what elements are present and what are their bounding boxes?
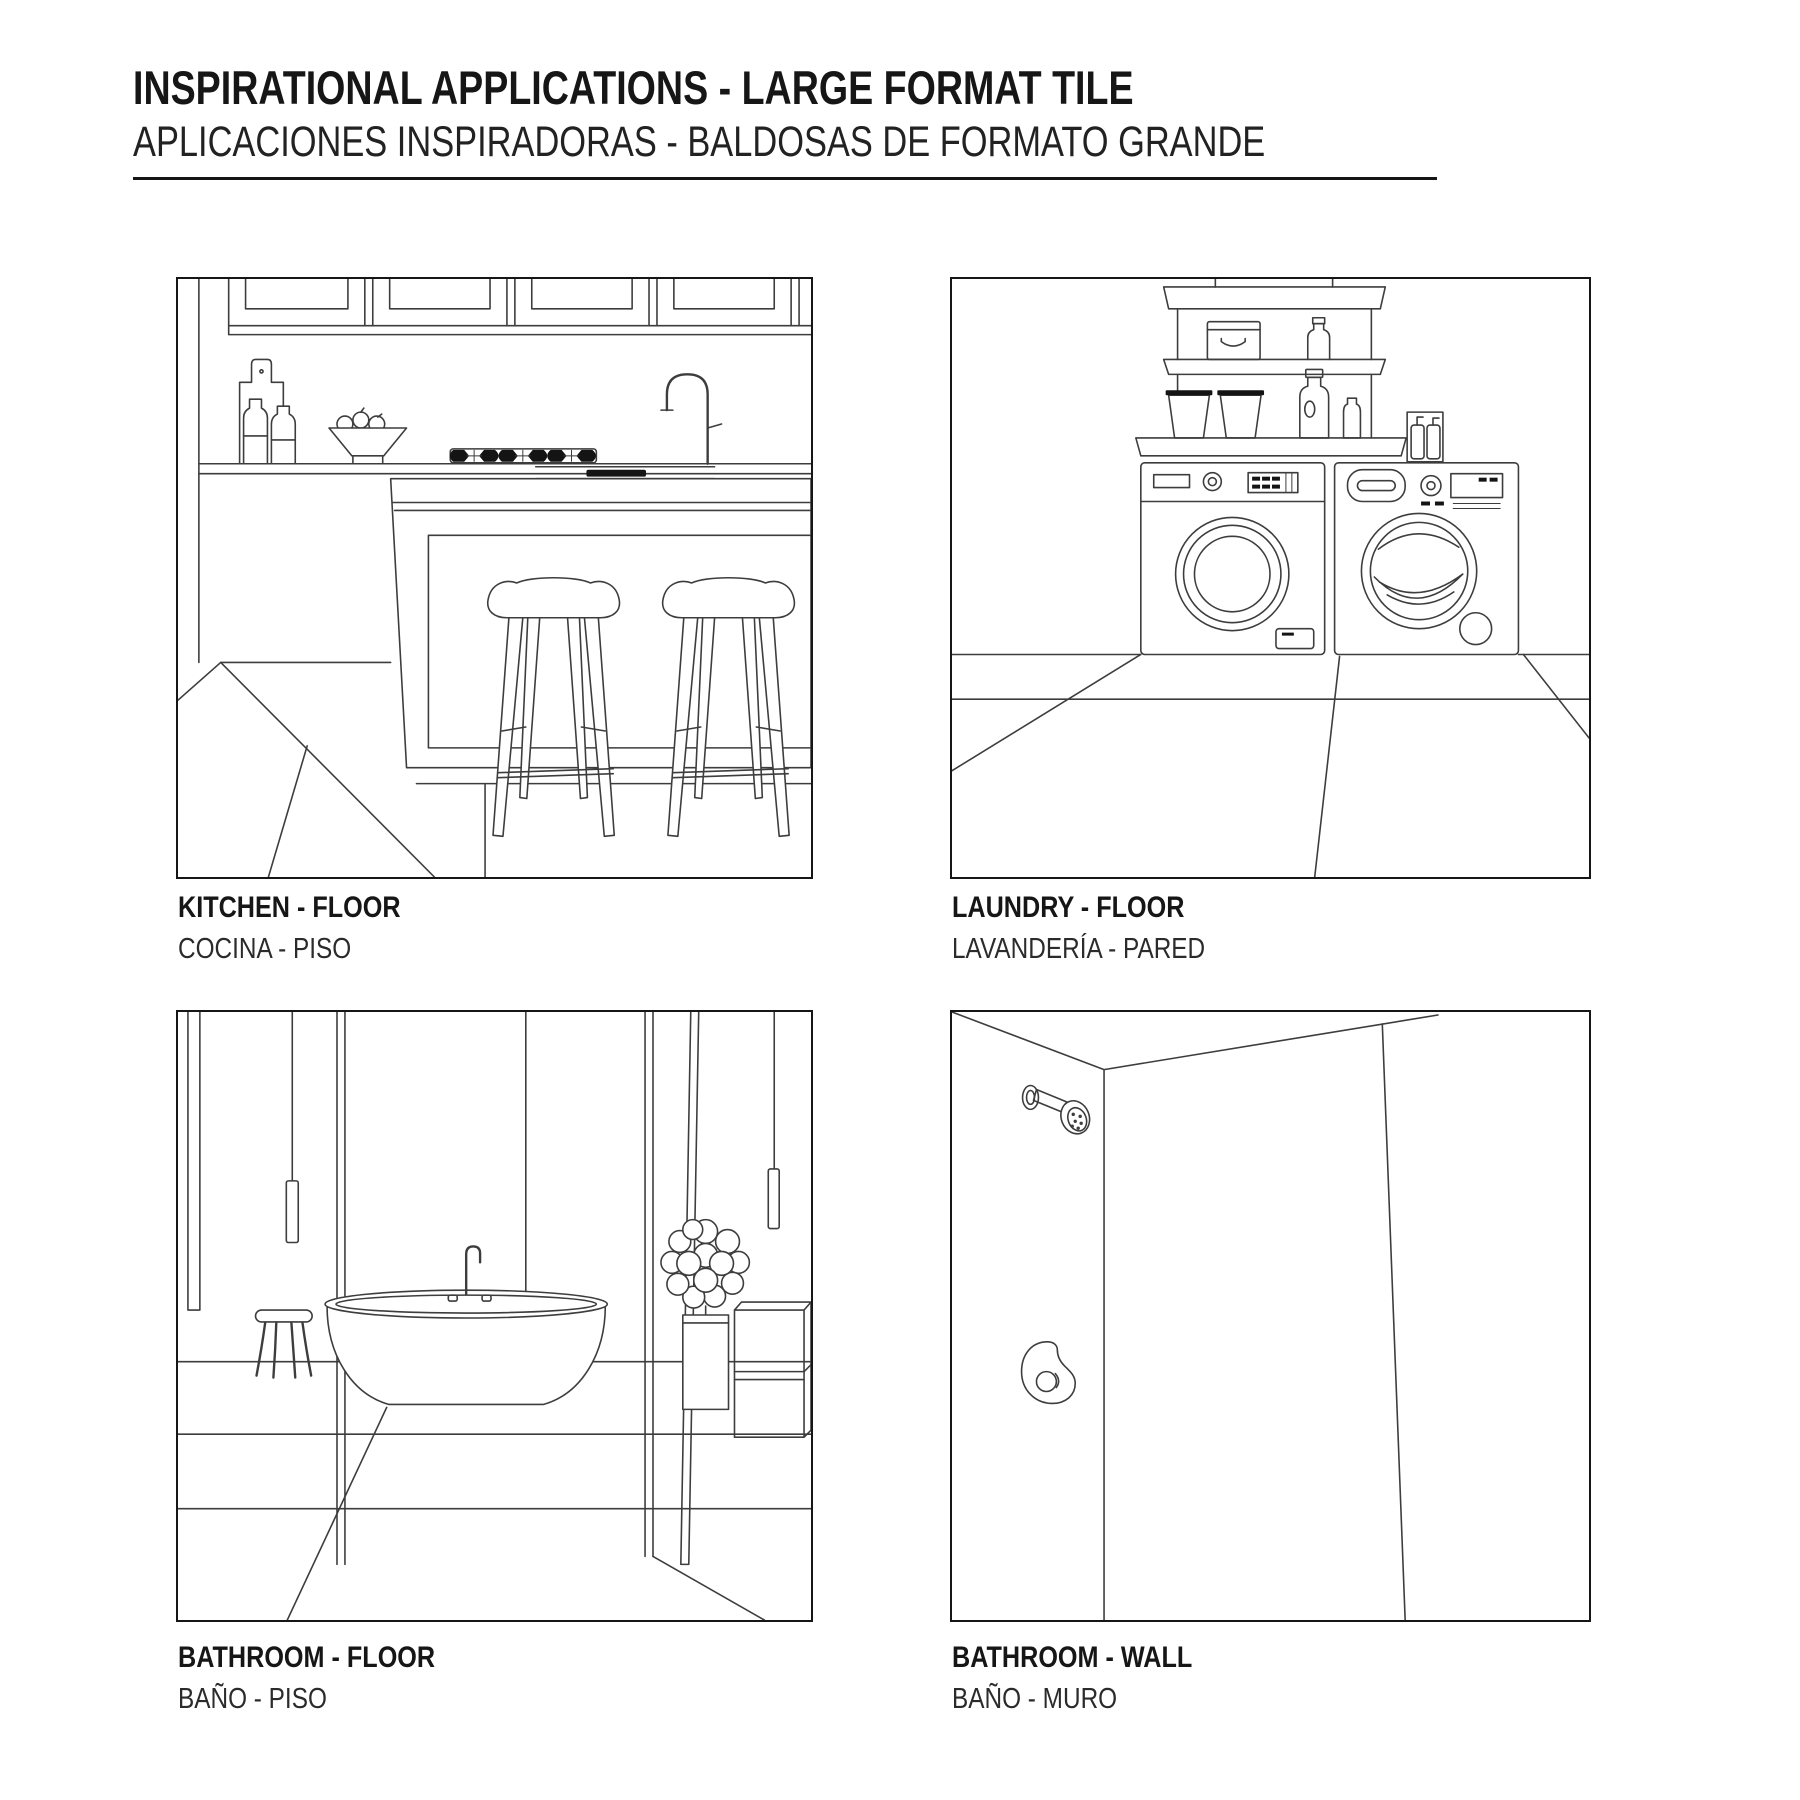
- panel-bathroom-wall: [950, 1010, 1591, 1622]
- kitchen-line-art-icon: [178, 279, 811, 877]
- page-title: INSPIRATIONAL APPLICATIONS - LARGE FORMAT TILE: [133, 61, 1134, 114]
- shower-corner-walls: [952, 1012, 1438, 1620]
- laundry-line-art-icon: [952, 279, 1589, 877]
- faucet: [661, 374, 722, 463]
- floor-tile-joints: [952, 654, 1589, 877]
- caption-bathroom-floor-es: BAÑO - PISO: [178, 1683, 327, 1715]
- caption-kitchen-en: KITCHEN - FLOOR: [178, 891, 401, 924]
- gas-cooktop: [450, 449, 597, 463]
- caption-kitchen-es: COCINA - PISO: [178, 933, 352, 965]
- shower-head: [1023, 1086, 1095, 1139]
- buckets: [1166, 390, 1264, 438]
- panel-kitchen-floor: [176, 277, 813, 879]
- caption-bathroom-wall-es: BAÑO - MURO: [952, 1683, 1118, 1715]
- shower-valve: [1022, 1342, 1076, 1404]
- soap-dispenser-rack: [1407, 412, 1443, 462]
- washing-machine: [1141, 463, 1325, 655]
- laundry-counter: [1136, 438, 1406, 456]
- dryer-machine: [1335, 463, 1519, 655]
- caption-bathroom-wall-en: BATHROOM - WALL: [952, 1641, 1193, 1674]
- storage-box: [1207, 322, 1260, 360]
- panel-laundry-floor: [950, 277, 1591, 879]
- pendant-light: [768, 1012, 779, 1229]
- caption-laundry-en: LAUNDRY - FLOOR: [952, 891, 1185, 924]
- floor-tile-joints: [178, 1407, 811, 1620]
- panel-bathroom-floor: [176, 1010, 813, 1622]
- pendant-light: [286, 1012, 298, 1242]
- bathroom-floor-line-art-icon: [178, 1012, 811, 1620]
- detergent-bottle: [1308, 318, 1330, 360]
- page-subtitle: APLICACIONES INSPIRADORAS - BALDOSAS DE FORMATO GRANDE: [133, 118, 1266, 166]
- sink: [536, 467, 715, 479]
- bathroom-wall-line-art-icon: [952, 1012, 1589, 1620]
- detergent-bottles-counter: [1300, 369, 1361, 438]
- fruit-bowl: [329, 408, 407, 464]
- caption-laundry-es: LAVANDERÍA - PARED: [952, 933, 1206, 965]
- stool: [256, 1310, 313, 1378]
- caption-bathroom-floor-en: BATHROOM - FLOOR: [178, 1641, 436, 1674]
- header-divider: [133, 177, 1437, 180]
- shelf-unit: [734, 1302, 811, 1437]
- counter: [199, 464, 811, 474]
- bathtub: [325, 1290, 607, 1404]
- plant: [661, 1220, 749, 1410]
